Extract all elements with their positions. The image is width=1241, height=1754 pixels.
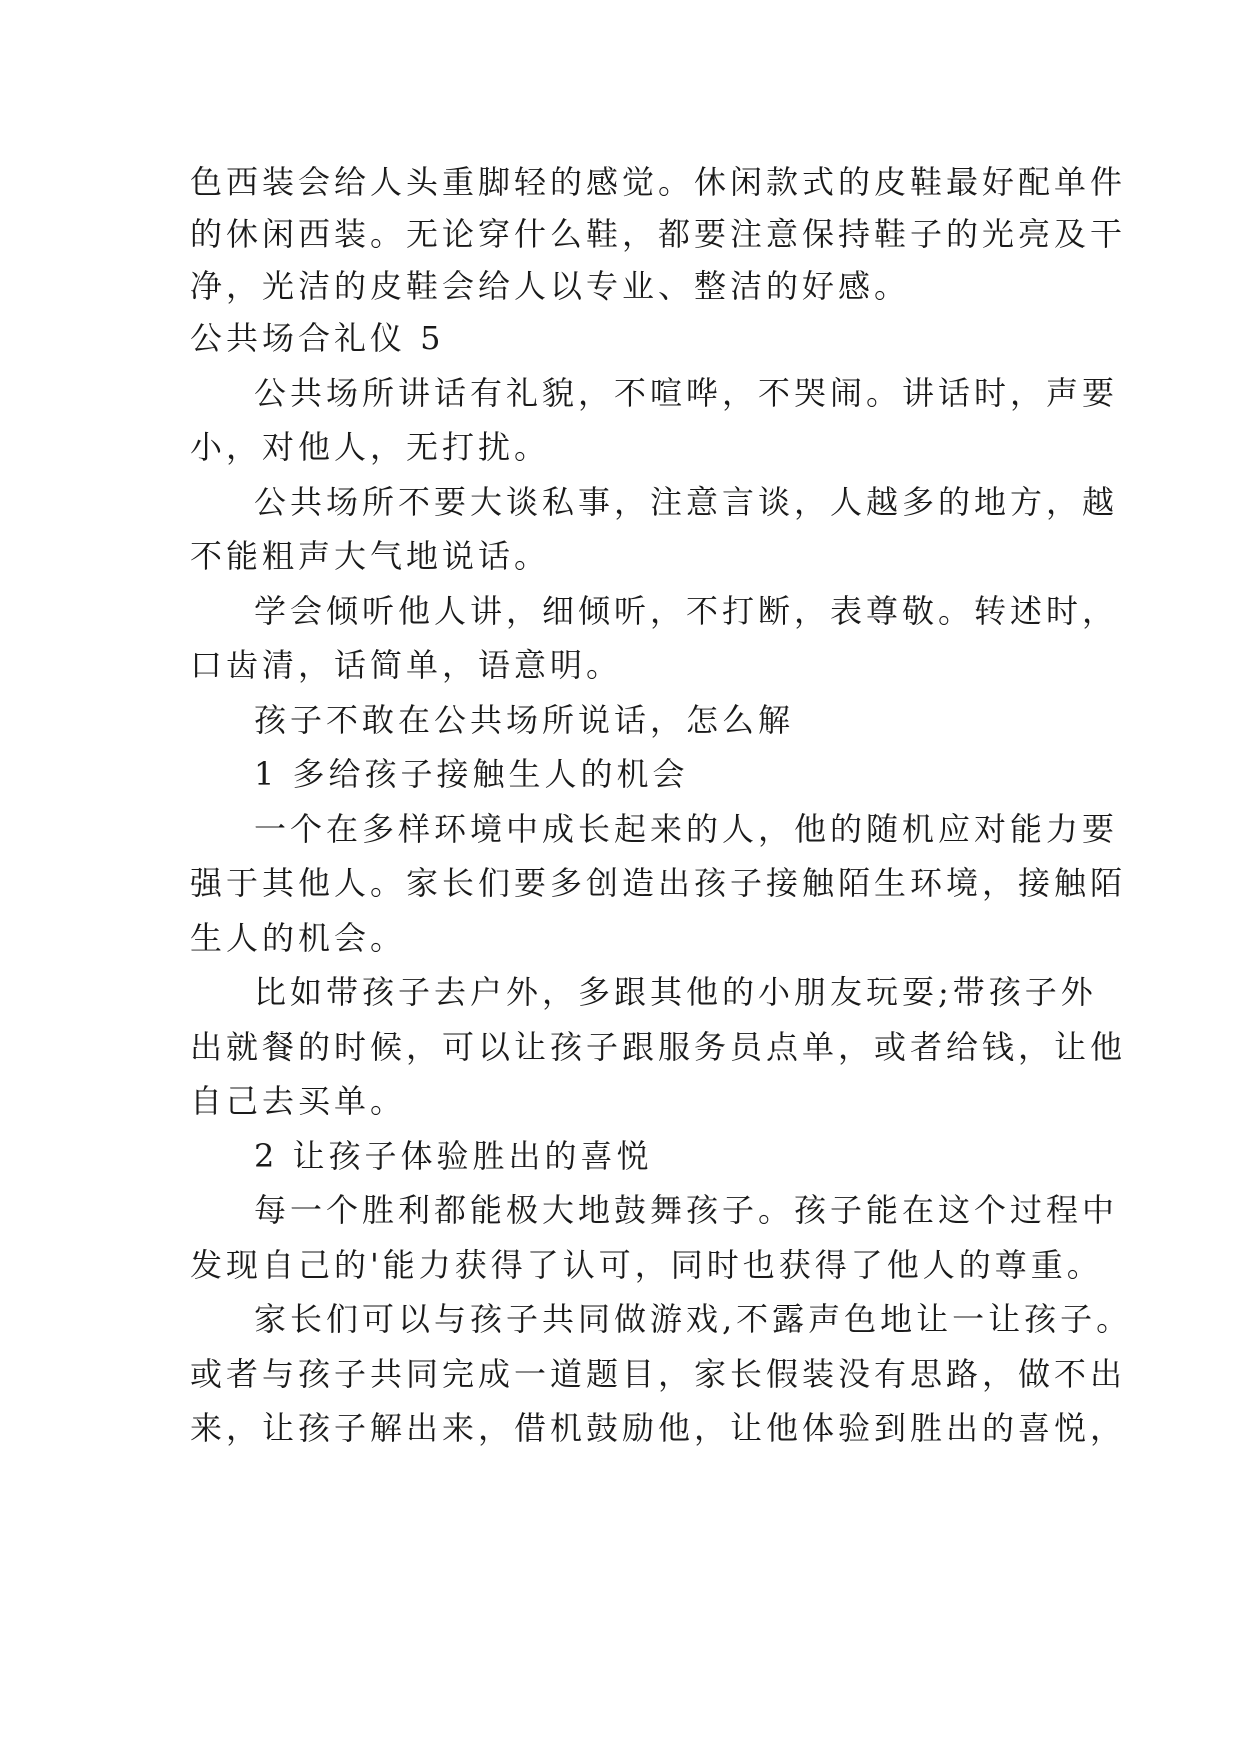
subsection-heading: 1 多给孩子接触生人的机会 [254, 755, 689, 793]
body-line: 色西装会给人头重脚轻的感觉。休闲款式的皮鞋最好配单件 [190, 163, 1127, 201]
body-line: 一个在多样环境中成长起来的人，他的随机应对能力要 [254, 810, 1119, 848]
body-line: 出就餐的时候，可以让孩子跟服务员点单，或者给钱，让他 [190, 1028, 1127, 1066]
body-line: 或者与孩子共同完成一道题目，家长假装没有思路，做不出 [190, 1355, 1127, 1393]
body-line: 强于其他人。家长们要多创造出孩子接触陌生环境，接触陌 [190, 864, 1127, 902]
body-line: 比如带孩子去户外，多跟其他的小朋友玩耍;带孩子外 [254, 973, 1097, 1011]
body-line: 净，光洁的皮鞋会给人以专业、整洁的好感。 [190, 267, 911, 305]
body-line: 发现自己的'能力获得了认可，同时也获得了他人的尊重。 [190, 1246, 1103, 1284]
body-line: 公共场所不要大谈私事，注意言谈，人越多的地方，越 [254, 483, 1119, 521]
body-line: 生人的机会。 [190, 919, 407, 957]
body-line: 小，对他人，无打扰。 [190, 428, 551, 466]
body-line: 家长们可以与孩子共同做游戏,不露声色地让一让孩子。 [254, 1300, 1133, 1338]
body-line: 口齿清，话简单，语意明。 [190, 646, 623, 684]
body-line: 的休闲西装。无论穿什么鞋，都要注意保持鞋子的光亮及干 [190, 215, 1127, 253]
body-line: 自己去买单。 [190, 1082, 407, 1120]
body-line: 学会倾听他人讲，细倾听，不打断，表尊敬。转述时， [254, 592, 1119, 630]
body-line: 公共场所讲话有礼貌，不喧哗，不哭闹。讲话时，声要 [254, 374, 1119, 412]
body-line: 每一个胜利都能极大地鼓舞孩子。孩子能在这个过程中 [254, 1191, 1119, 1229]
subsection-heading: 2 让孩子体验胜出的喜悦 [254, 1137, 653, 1175]
body-line: 不能粗声大气地说话。 [190, 537, 551, 575]
body-line: 来，让孩子解出来，借机鼓励他，让他体验到胜出的喜悦， [190, 1409, 1127, 1447]
subsection-heading: 孩子不敢在公共场所说话，怎么解 [254, 701, 795, 739]
section-heading: 公共场合礼仪 5 [190, 319, 445, 357]
